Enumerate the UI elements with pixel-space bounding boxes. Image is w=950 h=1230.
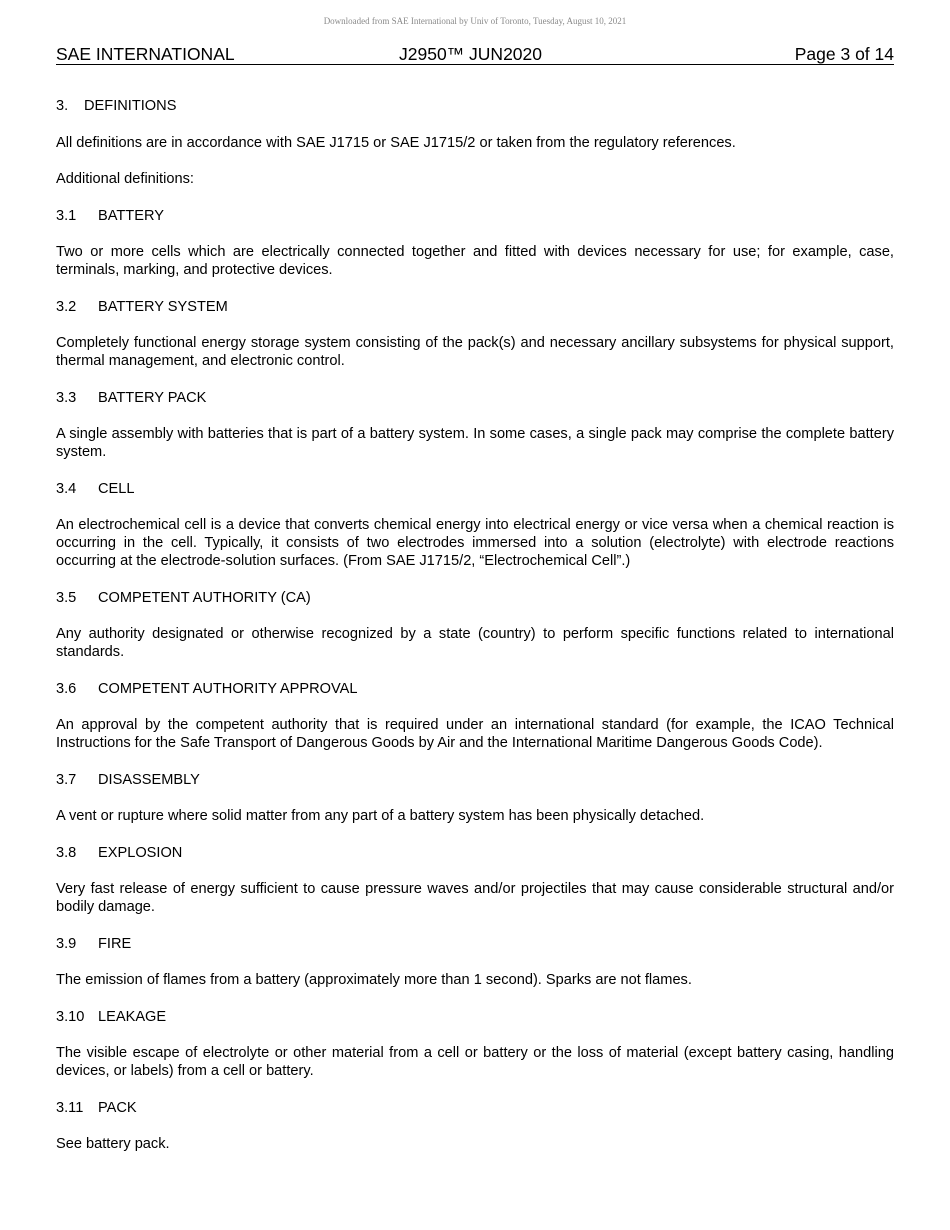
definition-number: 3.8 xyxy=(56,844,77,861)
definition-number: 3.1 xyxy=(56,207,77,224)
definition-term: PACK xyxy=(98,1099,137,1116)
definition-term: DISASSEMBLY xyxy=(98,771,200,788)
definition-item xyxy=(56,207,894,280)
definition-number: 3.5 xyxy=(56,589,77,606)
definition-number: 3.4 xyxy=(56,480,77,497)
header-org: SAE INTERNATIONAL xyxy=(56,44,235,64)
definition-number: 3.2 xyxy=(56,298,77,315)
definition-heading xyxy=(56,480,894,498)
definition-item xyxy=(56,844,894,917)
definition-item xyxy=(56,480,894,571)
definition-item xyxy=(56,298,894,371)
definition-text: The emission of flames from a battery (approximately more than 1 second). Sparks are not flames. xyxy=(56,972,692,988)
definition-list xyxy=(56,207,894,1154)
definition-term: BATTERY SYSTEM xyxy=(98,298,228,315)
definition-heading xyxy=(56,771,894,789)
definition-heading xyxy=(56,207,894,225)
definition-number: 3.6 xyxy=(56,680,77,697)
definition-term: BATTERY PACK xyxy=(98,389,207,406)
definition-term: EXPLOSION xyxy=(98,844,183,861)
page-header xyxy=(56,44,894,65)
definition-text: Very fast release of energy sufficient to cause pressure waves and/or projectiles that may cause considerable structural and/or bodily damage. xyxy=(56,881,894,915)
definition-heading xyxy=(56,1008,894,1026)
definition-item xyxy=(56,1008,894,1081)
definition-term: BATTERY xyxy=(98,207,164,224)
section-title: DEFINITIONS xyxy=(84,98,177,114)
definition-item xyxy=(56,589,894,662)
definition-text: A vent or rupture where solid matter from any part of a battery system has been physically detached. xyxy=(56,808,705,824)
definition-text: Two or more cells which are electrically connected together and fitted with devices necessary for use; for example, case, terminals, marking, and protective devices. xyxy=(56,244,894,278)
definition-heading xyxy=(56,844,894,862)
definition-number: 3.3 xyxy=(56,389,77,406)
definition-term: CELL xyxy=(98,480,135,497)
definition-heading xyxy=(56,589,894,607)
definition-heading xyxy=(56,298,894,316)
definition-text: A single assembly with batteries that is part of a battery system. In some cases, a single pack may comprise the complete battery system. xyxy=(56,426,894,460)
definition-text: An approval by the competent authority that is required under an international standard (for example, the ICAO Technical Instructions for the Safe Transport of Dangerous Goods by Air and the International Maritime Dangerous Goods Code). xyxy=(56,717,894,751)
document-body xyxy=(56,97,894,1172)
definition-heading xyxy=(56,935,894,953)
definition-item xyxy=(56,680,894,753)
definition-number: 3.11 xyxy=(56,1099,84,1116)
definition-heading xyxy=(56,389,894,407)
section-heading xyxy=(56,97,894,115)
definition-term: FIRE xyxy=(98,935,132,952)
definition-term: LEAKAGE xyxy=(98,1008,167,1025)
definition-term: COMPETENT AUTHORITY (CA) xyxy=(98,589,311,606)
definition-number: 3.7 xyxy=(56,771,77,788)
definition-heading xyxy=(56,680,894,698)
definition-text: Any authority designated or otherwise recognized by a state (country) to perform specific functions related to international standards. xyxy=(56,626,894,660)
definition-number: 3.10 xyxy=(56,1008,85,1025)
definition-number: 3.9 xyxy=(56,935,77,952)
definition-text: Completely functional energy storage system consisting of the pack(s) and necessary ancillary subsystems for physical support, thermal management, and electronic control. xyxy=(56,335,894,369)
definition-term: COMPETENT AUTHORITY APPROVAL xyxy=(98,680,358,697)
header-page-number: Page 3 of 14 xyxy=(794,44,894,64)
definition-text: See battery pack. xyxy=(56,1136,170,1152)
definition-item xyxy=(56,389,894,462)
header-doc-id: J2950™ JUN2020 xyxy=(399,44,542,64)
section-intro: All definitions are in accordance with SAE J1715 or SAE J1715/2 or taken from the regulatory references. xyxy=(56,134,736,151)
definition-item xyxy=(56,1099,894,1154)
definition-text: The visible escape of electrolyte or other material from a cell or battery or the loss of material (except battery casing, handling devices, or labels) from a cell or battery. xyxy=(56,1045,894,1079)
download-watermark: Downloaded from SAE International by Univ of Toronto, Tuesday, August 10, 2021 xyxy=(323,16,627,26)
section-number: 3. xyxy=(56,98,69,114)
definition-text: An electrochemical cell is a device that converts chemical energy into electrical energy or vice versa when a chemical reaction is occurring in the cell. Typically, it consists of two electrodes immersed into a solution (electrolyte) with electrode reactions occurring at the electrode-solution surfaces. (From SAE J1715/2, “Electrochemical Cell”.) xyxy=(56,517,894,569)
definition-heading xyxy=(56,1099,894,1117)
definition-item xyxy=(56,935,894,990)
definition-item xyxy=(56,771,894,826)
section-additional: Additional definitions: xyxy=(56,171,194,187)
